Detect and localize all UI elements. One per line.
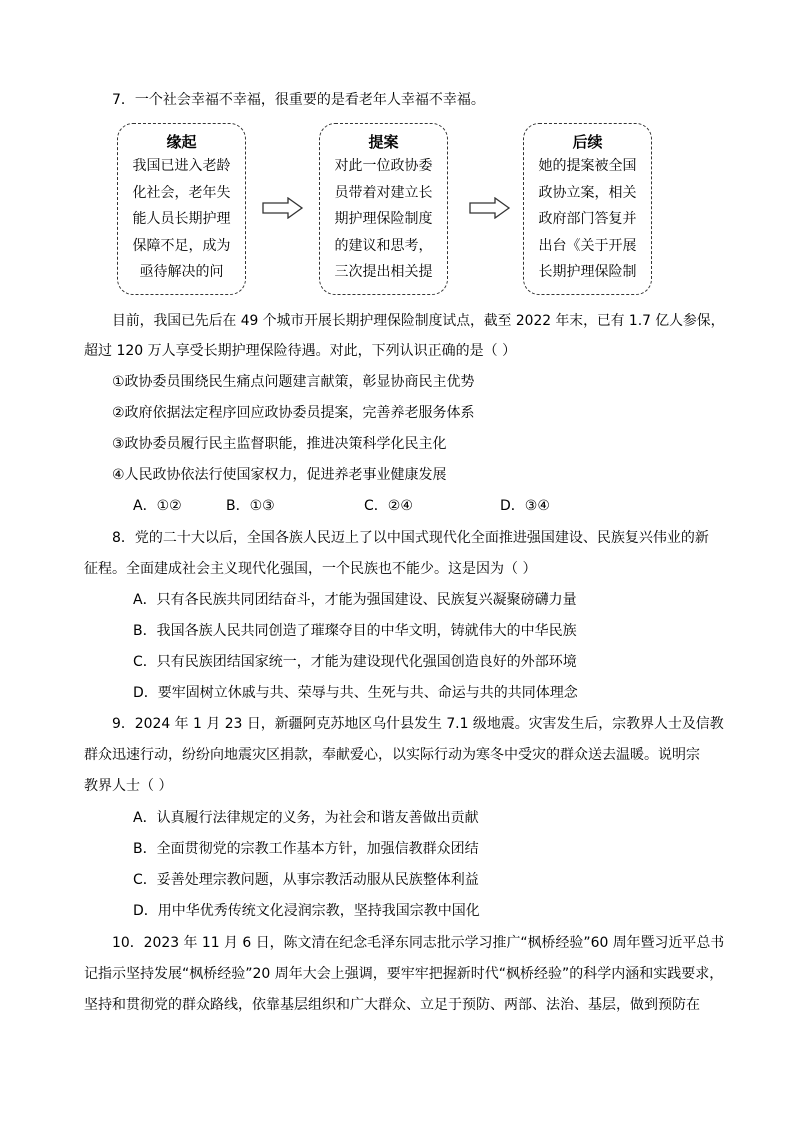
q8-stem-line: 征程。全面建成社会主义现代化强国，一个民族也不能少。这是因为（ ） xyxy=(84,561,537,577)
q8-option-d[interactable]: D．要牢固树立休戚与共、荣辱与共、生死与共、命运与共的共同体理念 xyxy=(133,685,578,701)
q7-option-b[interactable]: B．①③ xyxy=(226,498,275,514)
q7-statement: ④人民政协依法行使国家权力，促进养老事业健康发展 xyxy=(112,467,447,483)
q10-stem-line: 记指示坚持发展“枫桥经验”20 周年大会上强调，要牢牢把握新时代“枫桥经验”的科学内涵和实践要求， xyxy=(84,966,724,982)
q9-stem-line: 教界人士（ ） xyxy=(84,778,173,794)
q7-stem: 7．一个社会幸福不幸福，很重要的是看老年人幸福不幸福。 xyxy=(112,92,485,108)
q7-paragraph-line: 超过 120 万人享受长期护理保险待遇。对此，下列认识正确的是（ ） xyxy=(84,343,517,359)
flow-box-proposal xyxy=(319,123,448,295)
flow-box-line: 长期护理保险制 xyxy=(538,264,637,280)
q7-statement: ②政府依据法定程序回应政协委员提案，完善养老服务体系 xyxy=(112,405,475,421)
right-arrow-icon xyxy=(469,197,511,219)
flow-box-line: 我国已进入老龄 xyxy=(132,158,231,174)
q8-option-c[interactable]: C．只有民族团结国家统一，才能为建设现代化强国创造良好的外部环境 xyxy=(133,654,577,670)
q9-option-a[interactable]: A．认真履行法律规定的义务，为社会和谐友善做出贡献 xyxy=(133,810,479,826)
q7-option-c[interactable]: C．②④ xyxy=(364,498,413,514)
q9-stem-line: 群众迅速行动，纷纷向地震灾区捐款，奉献爱心，以实际行动为寒冬中受灾的群众送去温暖。说明宗 xyxy=(84,747,700,763)
flow-box-line: 政协立案，相关 xyxy=(538,184,637,201)
flow-box-title: 缘起 xyxy=(166,133,197,151)
q7-statement: ③政协委员履行民主监督职能，推进决策科学化民主化 xyxy=(112,436,447,452)
flow-box-line: 能人员长期护理 xyxy=(132,211,231,227)
flow-box-line: 对此一位政协委 xyxy=(334,158,433,174)
flow-box-followup xyxy=(523,123,652,295)
flow-box-line: 化社会，老年失 xyxy=(132,184,231,201)
q7-option-a[interactable]: A．①② xyxy=(133,498,182,514)
right-arrow-icon xyxy=(262,197,304,219)
flow-box-line: 亟待解决的问 xyxy=(139,264,224,280)
q10-stem-line: 坚持和贯彻党的群众路线，依靠基层组织和广大群众、立足于预防、两部、法治、基层，做到预防在 xyxy=(84,997,700,1013)
flow-box-line: 保障不足，成为 xyxy=(132,237,231,254)
q7-paragraph-line: 目前，我国已先后在 49 个城市开展长期护理保险制度试点，截至 2022 年末，已有 1.7 亿人参保， xyxy=(112,313,725,329)
q8-option-a[interactable]: A．只有各民族共同团结奋斗，才能为强国建设、民族复兴凝聚磅礴力量 xyxy=(133,592,577,608)
flow-box-line: 的建议和思考， xyxy=(334,237,433,254)
q8-stem-line: 8．党的二十大以后，全国各族人民迈上了以中国式现代化全面推进强国建设、民族复兴伟业的新 xyxy=(112,530,709,546)
flow-box-line: 三次提出相关提 xyxy=(334,264,433,280)
flow-box-line: 她的提案被全国 xyxy=(538,158,637,174)
q9-option-b[interactable]: B．全面贯彻党的宗教工作基本方针，加强信教群众团结 xyxy=(133,841,479,857)
q7-option-d[interactable]: D．③④ xyxy=(500,498,550,514)
flow-box-title: 后续 xyxy=(572,133,603,151)
flow-box-title: 提案 xyxy=(368,133,399,151)
flow-box-line: 政府部门答复并 xyxy=(538,211,637,227)
q10-stem-line: 10．2023 年 11 月 6 日，陈文清在纪念毛泽东同志批示学习推广“枫桥经验”60 周年暨习近平总书 xyxy=(112,935,725,951)
flow-box-line: 期护理保险制度 xyxy=(334,211,433,227)
q9-option-c[interactable]: C．妥善处理宗教问题，从事宗教活动服从民族整体利益 xyxy=(133,872,479,888)
flow-box-origin xyxy=(117,123,246,295)
q9-option-d[interactable]: D．用中华优秀传统文化浸润宗教，坚持我国宗教中国化 xyxy=(133,903,480,919)
q9-stem-line: 9．2024 年 1 月 23 日，新疆阿克苏地区乌什县发生 7.1 级地震。灾害发生后，宗教界人士及信教 xyxy=(112,716,724,732)
flow-box-line: 出台《关于开展 xyxy=(538,237,637,254)
q8-option-b[interactable]: B．我国各族人民共同创造了璀璨夺目的中华文明，铸就伟大的中华民族 xyxy=(133,623,577,639)
q7-statement: ①政协委员围绕民生痛点问题建言献策，彰显协商民主优势 xyxy=(112,374,475,390)
flow-box-line: 员带着对建立长 xyxy=(334,184,433,201)
